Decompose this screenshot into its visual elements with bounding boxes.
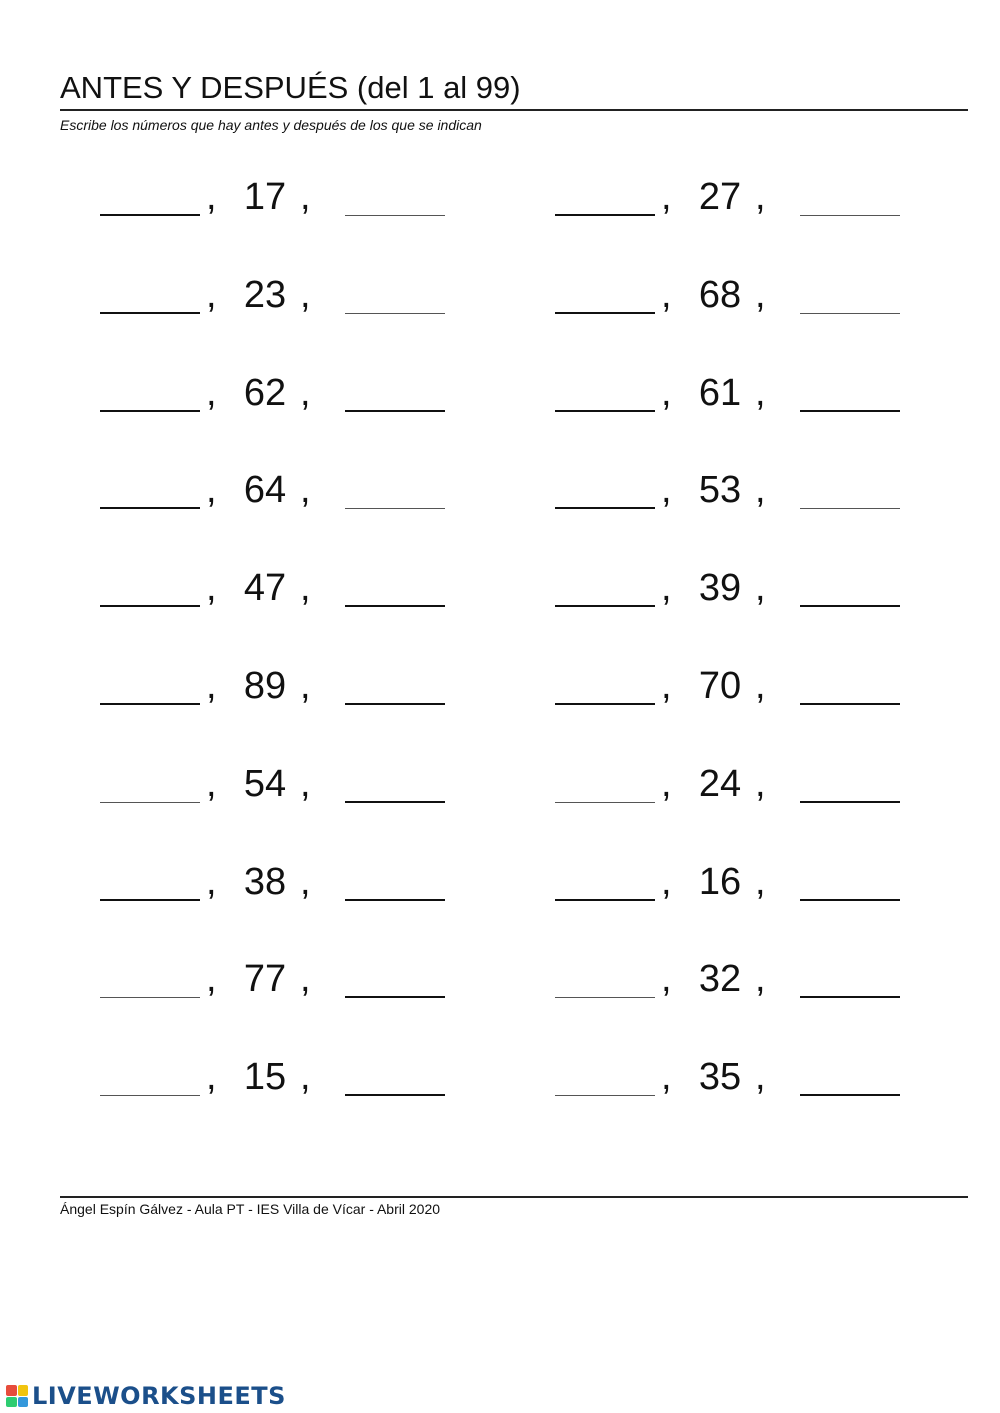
given-number-right: 16 [698,860,742,903]
separator-comma: , [755,860,766,903]
given-number-left: 77 [243,958,287,1001]
answer-blank-before-right[interactable] [555,507,655,509]
separator-comma: , [755,273,766,316]
separator-comma: , [661,1056,672,1099]
answer-blank-after-right[interactable] [800,410,900,412]
given-number-left: 64 [243,469,287,512]
given-number-right: 70 [698,665,742,707]
worksheet-instructions: Escribe los números que hay antes y después de los que se indican [60,117,482,133]
given-number-right: 27 [698,176,742,218]
separator-comma: , [661,567,672,610]
exercise-row [0,567,1000,638]
answer-blank-before-left[interactable] [100,899,200,901]
worksheet-title: ANTES Y DESPUÉS (del 1 al 99) [60,70,521,105]
answer-blank-before-right[interactable] [555,605,655,607]
answer-blank-before-left[interactable] [100,410,200,412]
answer-blank-after-left[interactable] [345,801,445,803]
answer-blank-before-left[interactable] [100,507,200,509]
given-number-left: 62 [243,371,287,414]
given-number-left: 54 [243,762,287,805]
separator-comma: , [206,469,217,512]
separator-comma: , [300,665,311,707]
separator-comma: , [755,762,766,805]
answer-blank-before-right[interactable] [555,1095,655,1096]
answer-blank-before-right[interactable] [555,899,655,901]
answer-blank-after-left[interactable] [345,703,445,705]
separator-comma: , [300,1056,311,1099]
answer-blank-after-right[interactable] [800,899,900,901]
answer-blank-after-right[interactable] [800,1094,900,1096]
exercise-row [0,762,1000,834]
answer-blank-after-left[interactable] [345,508,445,509]
given-number-right: 32 [698,958,742,1001]
exercise-row [0,469,1000,540]
liveworksheets-wordmark: LIVEWORKSHEETS [32,1382,286,1410]
separator-comma: , [206,371,217,414]
given-number-left: 15 [243,1056,287,1099]
separator-comma: , [300,762,311,805]
exercise-row [0,860,1000,932]
separator-comma: , [755,958,766,1001]
given-number-right: 39 [698,567,742,610]
answer-blank-after-right[interactable] [800,801,900,803]
given-number-right: 24 [698,762,742,805]
given-number-left: 89 [243,665,287,707]
answer-blank-after-right[interactable] [800,508,900,509]
separator-comma: , [206,860,217,903]
title-divider [60,109,968,111]
answer-blank-after-left[interactable] [345,605,445,607]
separator-comma: , [300,371,311,414]
answer-blank-after-left[interactable] [345,215,445,216]
separator-comma: , [661,273,672,316]
given-number-left: 17 [243,176,287,218]
given-number-left: 38 [243,860,287,903]
answer-blank-after-left[interactable] [345,1094,445,1096]
given-number-right: 68 [698,273,742,316]
answer-blank-after-right[interactable] [800,996,900,998]
logo-square-1 [6,1385,17,1396]
separator-comma: , [661,371,672,414]
liveworksheets-logo-icon [6,1385,28,1407]
answer-blank-before-right[interactable] [555,410,655,412]
liveworksheets-brand [6,1381,286,1411]
answer-blank-before-right[interactable] [555,214,655,216]
answer-blank-before-left[interactable] [100,703,200,705]
answer-blank-after-left[interactable] [345,996,445,998]
answer-blank-after-right[interactable] [800,703,900,705]
separator-comma: , [755,371,766,414]
separator-comma: , [300,958,311,1001]
answer-blank-before-right[interactable] [555,703,655,705]
answer-blank-after-left[interactable] [345,410,445,412]
answer-blank-before-left[interactable] [100,802,200,803]
exercise-row [0,665,1000,736]
answer-blank-before-left[interactable] [100,1095,200,1096]
answer-blank-after-right[interactable] [800,215,900,216]
footer-divider [60,1196,968,1198]
separator-comma: , [206,665,217,707]
footer-credit: Ángel Espín Gálvez - Aula PT - IES Villa de Vícar - Abril 2020 [60,1201,441,1217]
answer-blank-before-right[interactable] [555,802,655,803]
answer-blank-before-right[interactable] [555,312,655,314]
separator-comma: , [300,860,311,903]
separator-comma: , [300,567,311,610]
separator-comma: , [206,567,217,610]
exercise-row [0,273,1000,345]
separator-comma: , [300,176,311,218]
given-number-left: 47 [243,567,287,610]
separator-comma: , [661,958,672,1001]
separator-comma: , [300,469,311,512]
separator-comma: , [755,1056,766,1099]
separator-comma: , [661,665,672,707]
separator-comma: , [206,958,217,1001]
separator-comma: , [661,762,672,805]
exercise-row [0,958,1000,1029]
answer-blank-after-right[interactable] [800,313,900,314]
answer-blank-before-left[interactable] [100,214,200,216]
separator-comma: , [206,762,217,805]
given-number-right: 35 [698,1056,742,1099]
exercise-row [0,371,1000,443]
answer-blank-after-left[interactable] [345,313,445,314]
answer-blank-after-left[interactable] [345,899,445,901]
given-number-left: 23 [243,273,287,316]
answer-blank-after-right[interactable] [800,605,900,607]
separator-comma: , [206,273,217,316]
separator-comma: , [300,273,311,316]
separator-comma: , [206,176,217,218]
answer-blank-before-left[interactable] [100,312,200,314]
answer-blank-before-left[interactable] [100,997,200,998]
separator-comma: , [755,567,766,610]
separator-comma: , [661,860,672,903]
separator-comma: , [755,176,766,218]
logo-square-2 [18,1385,29,1396]
exercise-row [0,1056,1000,1127]
exercise-row [0,176,1000,247]
separator-comma: , [661,469,672,512]
logo-square-4 [18,1397,29,1408]
separator-comma: , [755,665,766,707]
separator-comma: , [755,469,766,512]
separator-comma: , [661,176,672,218]
answer-blank-before-left[interactable] [100,605,200,607]
logo-square-3 [6,1397,17,1408]
given-number-right: 61 [698,371,742,414]
answer-blank-before-right[interactable] [555,997,655,998]
given-number-right: 53 [698,469,742,512]
separator-comma: , [206,1056,217,1099]
